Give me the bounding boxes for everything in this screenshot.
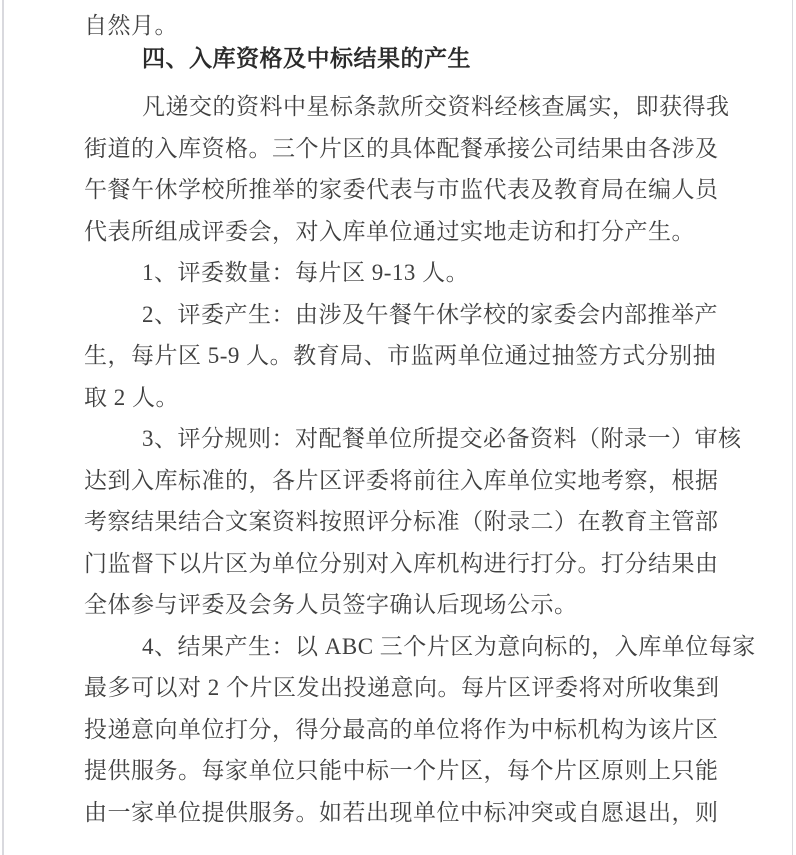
list-item-4-line: 投递意向单位打分，得分最高的单位将作为中标机构为该片区 <box>84 716 719 742</box>
list-item-4-line: 最多可以对 2 个片区发出投递意向。每片区评委将对所收集到 <box>84 675 720 700</box>
list-item-4-line: 由一家单位提供服务。如若出现单位中标冲突或自愿退出，则 <box>84 799 719 825</box>
list-item-3-line: 3、评分规则：对配餐单位所提交必备资料（附录一）审核 <box>142 426 742 451</box>
list-item-4-line: 4、结果产生：以 ABC 三个片区为意向标的，入库单位每家 <box>142 633 756 659</box>
section-heading: 四、入库资格及中标结果的产生 <box>142 44 471 71</box>
list-item-3-line: 考察结果结合文案资料按照评分标准（附录二）在教育主管部 <box>84 509 719 534</box>
page-right-edge-line <box>792 0 794 855</box>
paragraph-line: 街道的入库资格。三个片区的具体配餐承接公司结果由各涉及 <box>84 135 719 161</box>
list-item-2-line: 2、评委产生：由涉及午餐午休学校的家委会内部推举产 <box>142 301 718 327</box>
list-item-2-line: 生，每片区 5-9 人。教育局、市监两单位通过抽签方式分别抽 <box>84 343 717 368</box>
list-item-3-line: 达到入库标准的，各片区评委将前往入库单位实地考察，根据 <box>84 467 719 493</box>
list-item-1-line: 1、评委数量：每片区 9-13 人。 <box>142 260 470 285</box>
list-item-4-line: 提供服务。每家单位只能中标一个片区，每个片区原则上只能 <box>84 758 719 783</box>
paragraph-tail-line: 自然月。 <box>84 13 178 38</box>
list-item-3-line: 门监督下以片区为单位分别对入库机构进行打分。打分结果由 <box>84 550 719 576</box>
page-left-edge-line <box>2 0 4 855</box>
list-item-3-line: 全体参与评委及会务人员签字确认后现场公示。 <box>84 592 578 617</box>
list-item-2-line: 取 2 人。 <box>84 384 179 410</box>
paragraph-line: 午餐午休学校所推举的家委代表与市监代表及教育局在编人员 <box>84 177 719 202</box>
paragraph-line: 代表所组成评委会，对入库单位通过实地走访和打分产生。 <box>84 218 695 244</box>
paragraph-line: 凡递交的资料中星标条款所交资料经核查属实，即获得我 <box>142 94 730 119</box>
